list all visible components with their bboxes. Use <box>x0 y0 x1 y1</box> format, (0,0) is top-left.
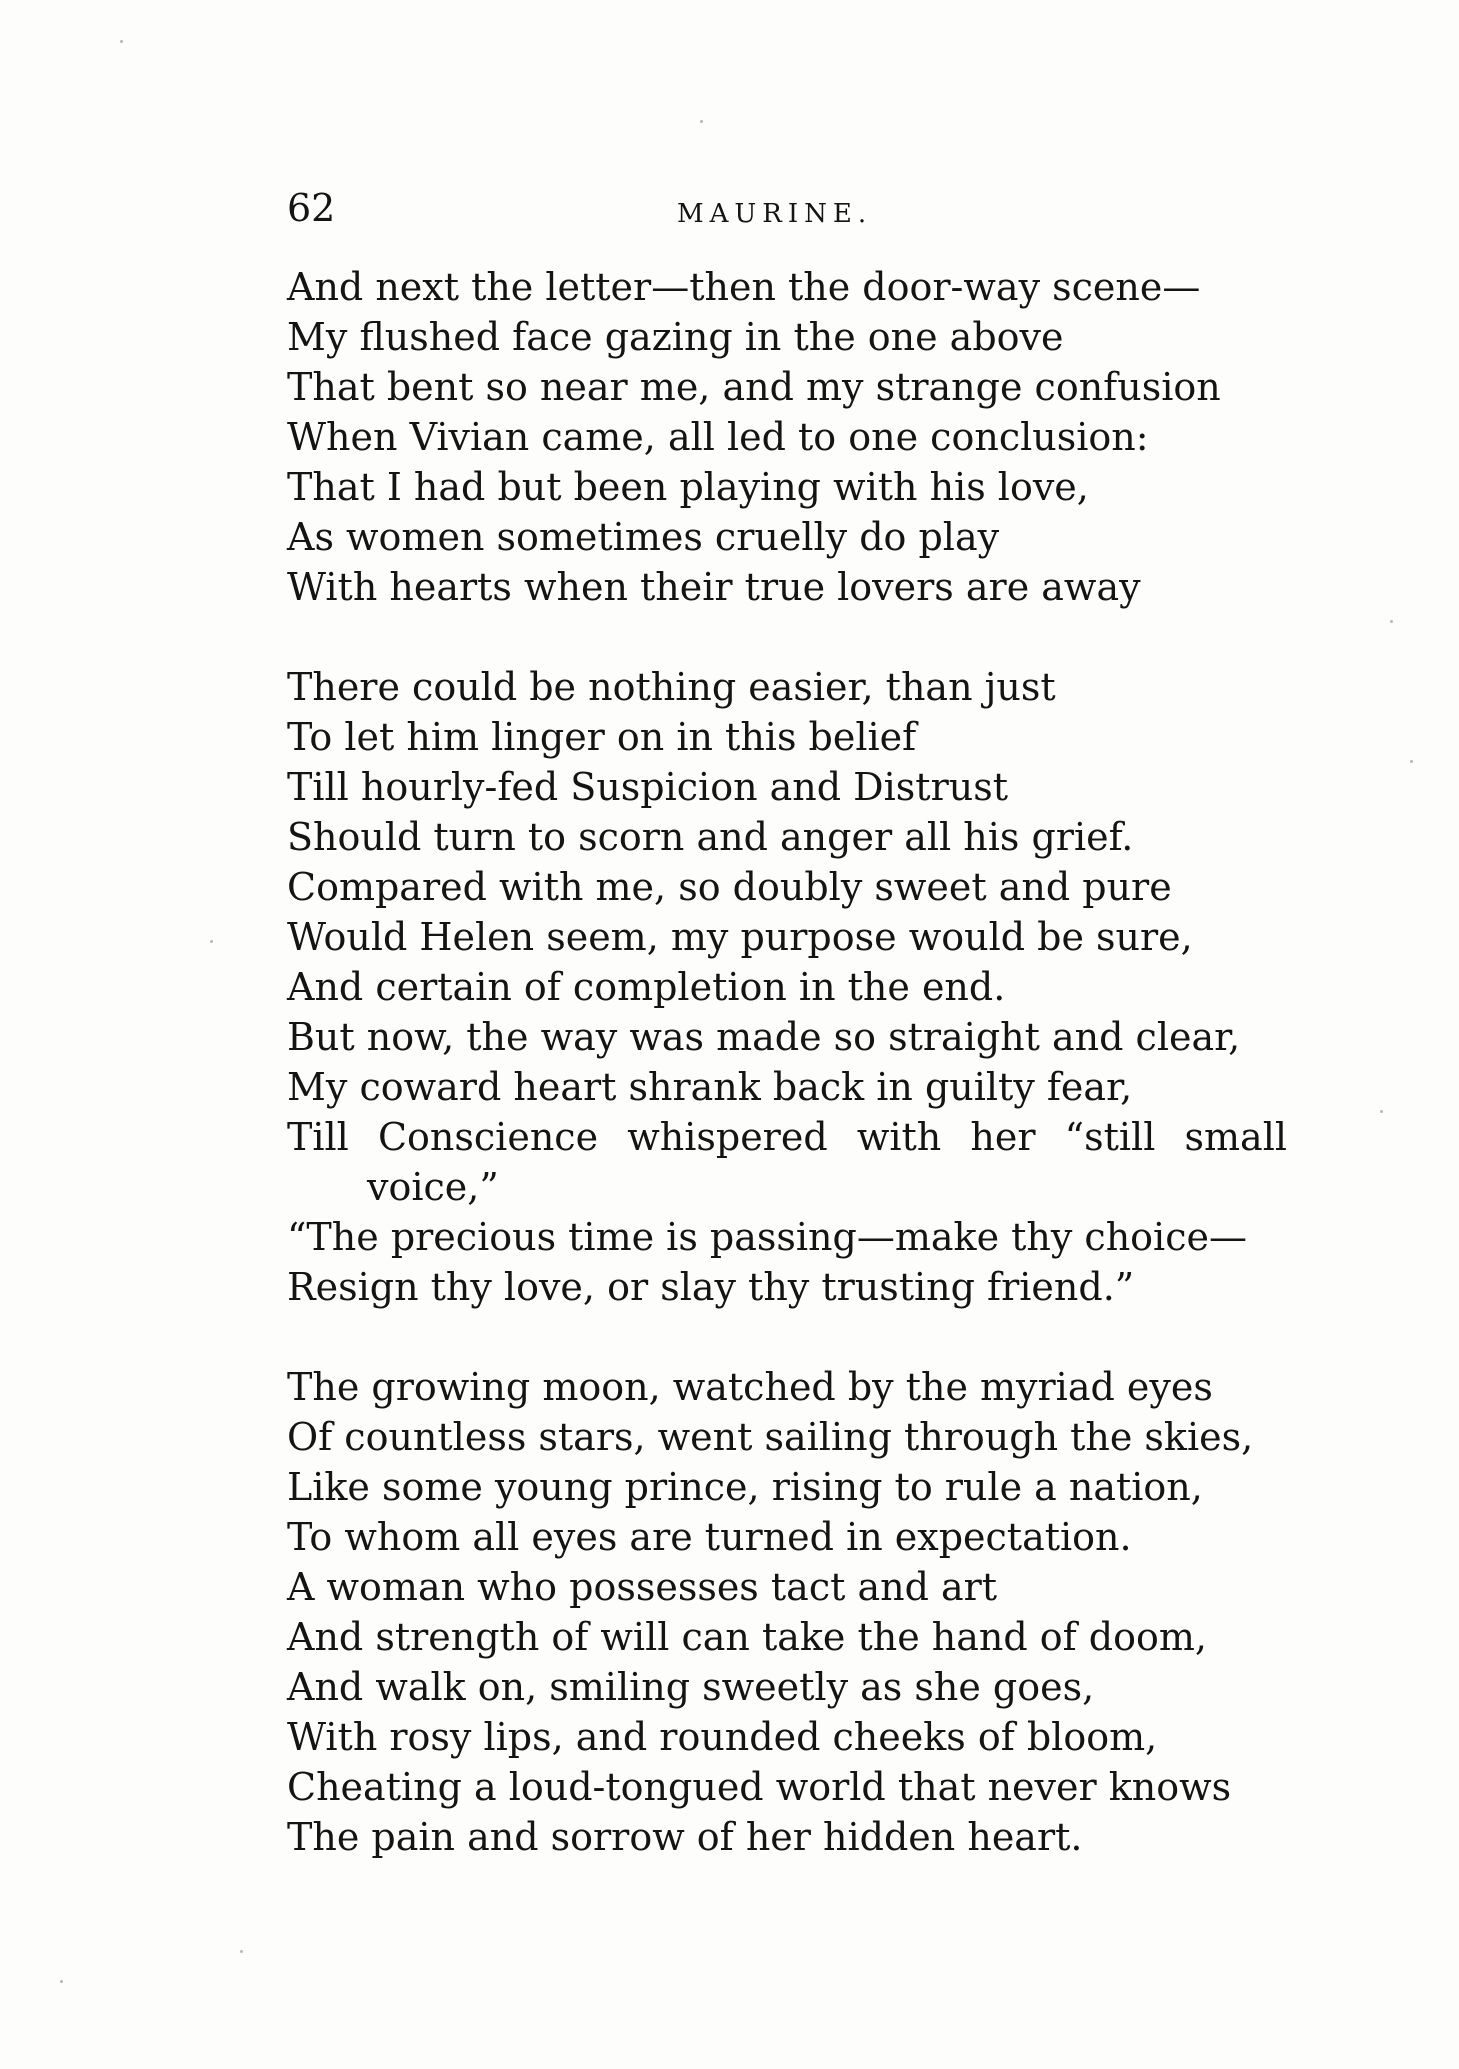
paper-speck <box>120 40 123 43</box>
poem-line: And strength of will can take the hand of doom, <box>287 1615 1207 1659</box>
page-header <box>287 178 1147 238</box>
poem-line: When Vivian came, all led to one conclusion: <box>287 415 1149 459</box>
poem-line: My coward heart shrank back in guilty fear, <box>287 1065 1133 1109</box>
page-number: 62 <box>287 186 336 230</box>
poem-line: A woman who possesses tact and art <box>287 1565 998 1609</box>
poem-line: Resign thy love, or slay thy trusting friend.” <box>287 1265 1135 1309</box>
poem-line: Cheating a loud-tongued world that never knows <box>287 1765 1232 1809</box>
stanza-2 <box>287 662 1287 1312</box>
poem-line: Till hourly-fed Suspicion and Distrust <box>287 765 1008 809</box>
stanza-break <box>287 1312 1287 1362</box>
paper-speck <box>1380 1110 1383 1113</box>
poem-line: That I had but been playing with his love, <box>287 465 1089 509</box>
poem-line: And walk on, smiling sweetly as she goes, <box>287 1665 1095 1709</box>
paper-speck <box>240 1950 243 1953</box>
poem-line: And next the letter—then the door-way scene— <box>287 265 1201 309</box>
poem-line: As women sometimes cruelly do play <box>287 515 1000 559</box>
poem-line: There could be nothing easier, than just <box>287 665 1056 709</box>
poem-line: The pain and sorrow of her hidden heart. <box>287 1815 1083 1859</box>
poem-line: Till Conscience whispered with her “still small <box>287 1115 1287 1159</box>
stanza-3 <box>287 1362 1287 1862</box>
running-title: MAURINE. <box>677 199 873 229</box>
paper-speck <box>700 120 703 123</box>
poem-line: With rosy lips, and rounded cheeks of bloom, <box>287 1715 1158 1759</box>
poem-line: Like some young prince, rising to rule a nation, <box>287 1465 1203 1509</box>
paper-speck <box>1390 620 1393 623</box>
poem-line: “The precious time is passing—make thy choice— <box>287 1215 1247 1259</box>
poem-line: But now, the way was made so straight and clear, <box>287 1015 1241 1059</box>
poem-line: That bent so near me, and my strange confusion <box>287 365 1221 409</box>
poem-line: Would Helen seem, my purpose would be sure, <box>287 915 1193 959</box>
paper-speck <box>60 1980 63 1983</box>
poem-line: My flushed face gazing in the one above <box>287 315 1064 359</box>
stanza-break <box>287 612 1287 662</box>
poem-line: Should turn to scorn and anger all his grief. <box>287 815 1134 859</box>
poem-line: With hearts when their true lovers are away <box>287 565 1141 609</box>
poem-line-continuation: voice,” <box>367 1165 499 1209</box>
poem-line: Of countless stars, went sailing through the skies, <box>287 1415 1254 1459</box>
paper-speck <box>1410 760 1413 763</box>
poem-line: The growing moon, watched by the myriad eyes <box>287 1365 1213 1409</box>
poem-line: Compared with me, so doubly sweet and pure <box>287 865 1172 909</box>
poem-line: And certain of completion in the end. <box>287 965 1006 1009</box>
stanza-1 <box>287 262 1287 612</box>
poem-line: To let him linger on in this belief <box>287 715 917 759</box>
paper-speck <box>210 940 213 943</box>
poem-line: To whom all eyes are turned in expectation. <box>287 1515 1132 1559</box>
poem-body <box>287 262 1287 1862</box>
